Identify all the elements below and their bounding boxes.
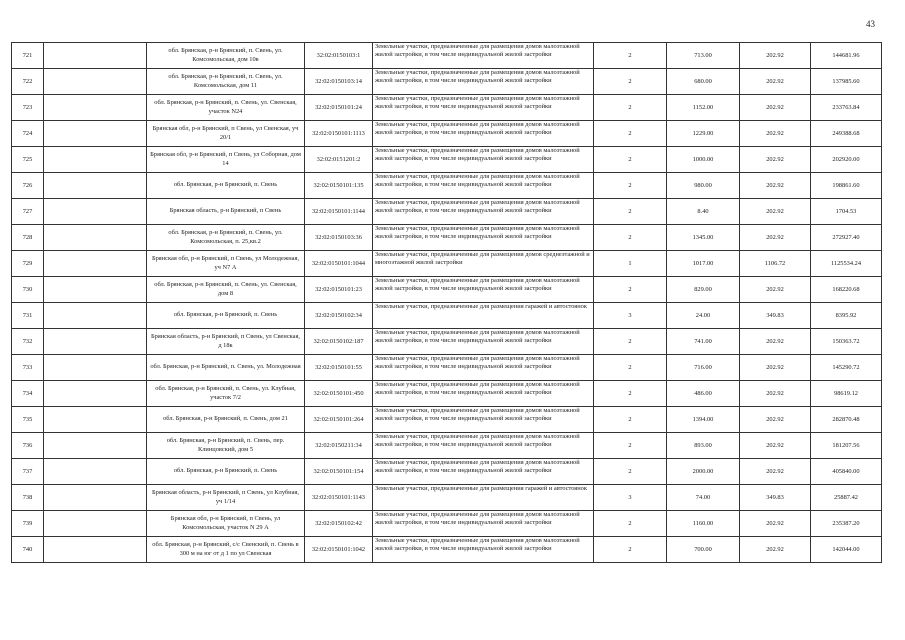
land-use-cell: Земельные участки, предназначенные для размещения домов малоэтажной жилой застройки, в том числе индивидуальной жилой застройки — [373, 381, 594, 407]
specific-value-cell: 202.92 — [740, 433, 811, 459]
address-cell: обл. Брянская, р-н Брянский, п. Свень — [147, 303, 305, 329]
page-number: 43 — [866, 19, 875, 29]
group-cell: 2 — [594, 199, 667, 225]
group-cell: 2 — [594, 147, 667, 173]
row-number-cell: 725 — [12, 147, 44, 173]
area-cell: 2000.00 — [667, 459, 740, 485]
table-row — [12, 69, 882, 95]
cadastral-value-cell: 150363.72 — [811, 329, 882, 355]
empty-cell — [44, 277, 147, 303]
group-cell: 3 — [594, 485, 667, 511]
specific-value-cell: 202.92 — [740, 381, 811, 407]
empty-cell — [44, 199, 147, 225]
cadastral-value-cell: 202920.00 — [811, 147, 882, 173]
row-number-cell: 726 — [12, 173, 44, 199]
area-cell: 24.00 — [667, 303, 740, 329]
row-number-cell: 731 — [12, 303, 44, 329]
empty-cell — [44, 433, 147, 459]
group-cell: 2 — [594, 381, 667, 407]
address-cell: обл. Брянская, р-н Брянский, с/с Свенский, п. Свень в 300 м на юг от д 1 по ул Свенская — [147, 537, 305, 563]
cadastral-number-cell: 32:02:0150102:42 — [305, 511, 373, 537]
land-use-cell: Земельные участки, предназначенные для размещения домов малоэтажной жилой застройки, в том числе индивидуальной жилой застройки — [373, 199, 594, 225]
table-row — [12, 251, 882, 277]
table-row — [12, 147, 882, 173]
land-use-cell: Земельные участки, предназначенные для размещения домов малоэтажной жилой застройки, в том числе индивидуальной жилой застройки — [373, 355, 594, 381]
row-number-cell: 722 — [12, 69, 44, 95]
table-row — [12, 511, 882, 537]
table-row — [12, 277, 882, 303]
group-cell: 2 — [594, 407, 667, 433]
cadastral-number-cell: 32:02:0150102:34 — [305, 303, 373, 329]
cadastral-value-cell: 233763.84 — [811, 95, 882, 121]
empty-cell — [44, 459, 147, 485]
row-number-cell: 736 — [12, 433, 44, 459]
address-cell: Брянская область, р-н Брянский, п Свень, ул Клубная, уч 1/14 — [147, 485, 305, 511]
table-row — [12, 43, 882, 69]
table-row — [12, 121, 882, 147]
group-cell: 2 — [594, 69, 667, 95]
cadastral-value-cell: 8395.92 — [811, 303, 882, 329]
cadastral-number-cell: 32:02:0150103:1 — [305, 43, 373, 69]
address-cell: обл. Брянская, р-н Брянский, п. Свень, ул. Свенская, дом 8 — [147, 277, 305, 303]
land-use-cell: Земельные участки, предназначенные для размещения домов малоэтажной жилой застройки, в том числе индивидуальной жилой застройки — [373, 43, 594, 69]
cadastral-value-cell: 282870.48 — [811, 407, 882, 433]
cadastral-value-cell: 137985.60 — [811, 69, 882, 95]
area-cell: 1394.00 — [667, 407, 740, 433]
empty-cell — [44, 121, 147, 147]
row-number-cell: 733 — [12, 355, 44, 381]
row-number-cell: 740 — [12, 537, 44, 563]
land-use-cell: Земельные участки, предназначенные для размещения домов малоэтажной жилой застройки, в том числе индивидуальной жилой застройки — [373, 511, 594, 537]
specific-value-cell: 202.92 — [740, 147, 811, 173]
row-number-cell: 727 — [12, 199, 44, 225]
address-cell: обл. Брянская, р-н Брянский, п. Свень — [147, 173, 305, 199]
cadastral-value-cell: 168220.68 — [811, 277, 882, 303]
cadastral-value-cell: 405840.00 — [811, 459, 882, 485]
row-number-cell: 737 — [12, 459, 44, 485]
specific-value-cell: 202.92 — [740, 225, 811, 251]
cadastral-number-cell: 32:02:0150101:154 — [305, 459, 373, 485]
group-cell: 2 — [594, 95, 667, 121]
area-cell: 1152.00 — [667, 95, 740, 121]
specific-value-cell: 202.92 — [740, 537, 811, 563]
empty-cell — [44, 485, 147, 511]
area-cell: 1345.00 — [667, 225, 740, 251]
specific-value-cell: 202.92 — [740, 329, 811, 355]
land-use-cell: Земельные участки, предназначенные для размещения домов среднеэтажной и многоэтажной жилой застройки — [373, 251, 594, 277]
land-use-cell: Земельные участки, предназначенные для размещения гаражей и автостоянок — [373, 485, 594, 511]
cadastral-value-cell: 1704.53 — [811, 199, 882, 225]
specific-value-cell: 202.92 — [740, 95, 811, 121]
specific-value-cell: 349.83 — [740, 485, 811, 511]
empty-cell — [44, 173, 147, 199]
empty-cell — [44, 225, 147, 251]
area-cell: 1017.00 — [667, 251, 740, 277]
cadastral-value-cell: 198861.60 — [811, 173, 882, 199]
empty-cell — [44, 329, 147, 355]
table-row — [12, 355, 882, 381]
area-cell: 741.00 — [667, 329, 740, 355]
area-cell: 700.00 — [667, 537, 740, 563]
cadastral-number-cell: 32:02:0150101:55 — [305, 355, 373, 381]
land-use-cell: Земельные участки, предназначенные для размещения домов малоэтажной жилой застройки, в том числе индивидуальной жилой застройки — [373, 173, 594, 199]
address-cell: обл. Брянская, р-н Брянский, п. Свень, пер. Клинцовский, дом 5 — [147, 433, 305, 459]
row-number-cell: 730 — [12, 277, 44, 303]
table-row — [12, 225, 882, 251]
cadastral-value-cell: 1125534.24 — [811, 251, 882, 277]
land-use-cell: Земельные участки, предназначенные для размещения домов малоэтажной жилой застройки, в том числе индивидуальной жилой застройки — [373, 459, 594, 485]
table-row — [12, 303, 882, 329]
empty-cell — [44, 407, 147, 433]
table-row — [12, 433, 882, 459]
area-cell: 1229.00 — [667, 121, 740, 147]
address-cell: Брянская обл, р-н Брянский, п Свень, ул Соборная, дом 14 — [147, 147, 305, 173]
area-cell: 680.00 — [667, 69, 740, 95]
specific-value-cell: 202.92 — [740, 121, 811, 147]
table-row — [12, 95, 882, 121]
row-number-cell: 721 — [12, 43, 44, 69]
land-use-cell: Земельные участки, предназначенные для размещения домов малоэтажной жилой застройки, в том числе индивидуальной жилой застройки — [373, 147, 594, 173]
cadastral-value-cell: 249388.68 — [811, 121, 882, 147]
group-cell: 2 — [594, 459, 667, 485]
area-cell: 829.00 — [667, 277, 740, 303]
group-cell: 2 — [594, 225, 667, 251]
cadastral-value-cell: 235387.20 — [811, 511, 882, 537]
group-cell: 2 — [594, 121, 667, 147]
specific-value-cell: 202.92 — [740, 277, 811, 303]
area-cell: 74.00 — [667, 485, 740, 511]
specific-value-cell: 202.92 — [740, 355, 811, 381]
cadastral-number-cell: 32:02:0150211:34 — [305, 433, 373, 459]
cadastral-value-cell: 144681.96 — [811, 43, 882, 69]
land-use-cell: Земельные участки, предназначенные для размещения домов малоэтажной жилой застройки, в том числе индивидуальной жилой застройки — [373, 69, 594, 95]
area-cell: 980.00 — [667, 173, 740, 199]
cadastral-number-cell: 32:02:0150101:450 — [305, 381, 373, 407]
land-use-cell: Земельные участки, предназначенные для размещения домов малоэтажной жилой застройки, в том числе индивидуальной жилой застройки — [373, 95, 594, 121]
empty-cell — [44, 95, 147, 121]
cadastral-number-cell: 32:02:0150103:36 — [305, 225, 373, 251]
table-row — [12, 173, 882, 199]
group-cell: 2 — [594, 329, 667, 355]
row-number-cell: 739 — [12, 511, 44, 537]
cadastral-value-table — [11, 42, 882, 563]
address-cell: обл. Брянская, р-н Брянский, п. Свень, ул. Молодежная — [147, 355, 305, 381]
cadastral-number-cell: 32:02:0150101:135 — [305, 173, 373, 199]
group-cell: 2 — [594, 433, 667, 459]
empty-cell — [44, 303, 147, 329]
specific-value-cell: 202.92 — [740, 43, 811, 69]
cadastral-number-cell: 32:02:0150101:1113 — [305, 121, 373, 147]
land-use-cell: Земельные участки, предназначенные для размещения домов малоэтажной жилой застройки, в том числе индивидуальной жилой застройки — [373, 225, 594, 251]
empty-cell — [44, 69, 147, 95]
table-row — [12, 199, 882, 225]
row-number-cell: 723 — [12, 95, 44, 121]
area-cell: 8.40 — [667, 199, 740, 225]
land-use-cell: Земельные участки, предназначенные для размещения домов малоэтажной жилой застройки, в том числе индивидуальной жилой застройки — [373, 121, 594, 147]
row-number-cell: 724 — [12, 121, 44, 147]
group-cell: 2 — [594, 355, 667, 381]
address-cell: обл. Брянская, р-н Брянский, п. Свень, ул. Комсомольская, дом 11 — [147, 69, 305, 95]
specific-value-cell: 202.92 — [740, 173, 811, 199]
address-cell: обл. Брянская, р-н Брянский, п. Свень, ул. Клубная, участок 7/2 — [147, 381, 305, 407]
cadastral-value-cell: 98619.12 — [811, 381, 882, 407]
specific-value-cell: 202.92 — [740, 69, 811, 95]
cadastral-value-cell: 142044.00 — [811, 537, 882, 563]
row-number-cell: 735 — [12, 407, 44, 433]
group-cell: 2 — [594, 537, 667, 563]
row-number-cell: 738 — [12, 485, 44, 511]
table-row — [12, 329, 882, 355]
address-cell: обл. Брянская, р-н Брянский, п. Свень, ул. Комсомольская, п. 25,кв.2 — [147, 225, 305, 251]
specific-value-cell: 202.92 — [740, 407, 811, 433]
empty-cell — [44, 381, 147, 407]
cadastral-number-cell: 32:02:0150101:24 — [305, 95, 373, 121]
area-cell: 1000.00 — [667, 147, 740, 173]
land-use-cell: Земельные участки, предназначенные для размещения домов малоэтажной жилой застройки, в том числе индивидуальной жилой застройки — [373, 329, 594, 355]
group-cell: 1 — [594, 251, 667, 277]
land-use-cell: Земельные участки, предназначенные для размещения домов малоэтажной жилой застройки, в том числе индивидуальной жилой застройки — [373, 433, 594, 459]
area-cell: 713.00 — [667, 43, 740, 69]
specific-value-cell: 202.92 — [740, 511, 811, 537]
address-cell: обл. Брянская, р-н Брянский, п. Свень, ул. Свенская, участок N24 — [147, 95, 305, 121]
empty-cell — [44, 511, 147, 537]
group-cell: 2 — [594, 277, 667, 303]
group-cell: 3 — [594, 303, 667, 329]
address-cell: Брянская область, р-н Брянский, п Свень, ул Свенская, д 18к — [147, 329, 305, 355]
land-use-cell: Земельные участки, предназначенные для размещения домов малоэтажной жилой застройки, в том числе индивидуальной жилой застройки — [373, 407, 594, 433]
cadastral-number-cell: 32:02:0150101:1042 — [305, 537, 373, 563]
empty-cell — [44, 537, 147, 563]
cadastral-value-cell: 181207.56 — [811, 433, 882, 459]
cadastral-value-cell: 145290.72 — [811, 355, 882, 381]
table-row — [12, 459, 882, 485]
address-cell: Брянская обл, р-н Брянский, п Свень, ул Комсомольская, участок N 29 А — [147, 511, 305, 537]
area-cell: 486.00 — [667, 381, 740, 407]
group-cell: 2 — [594, 173, 667, 199]
address-cell: обл. Брянская, р-н Брянский, п. Свень — [147, 459, 305, 485]
cadastral-value-cell: 25887.42 — [811, 485, 882, 511]
cadastral-number-cell: 32:02:0150101:1143 — [305, 485, 373, 511]
specific-value-cell: 1106.72 — [740, 251, 811, 277]
empty-cell — [44, 43, 147, 69]
table-row — [12, 537, 882, 563]
cadastral-number-cell: 32:02:0151201:2 — [305, 147, 373, 173]
area-cell: 893.00 — [667, 433, 740, 459]
area-cell: 716.00 — [667, 355, 740, 381]
empty-cell — [44, 147, 147, 173]
row-number-cell: 734 — [12, 381, 44, 407]
address-cell: Брянская обл, р-н Брянский, п Свень, ул Молодежная, уч N7 А — [147, 251, 305, 277]
group-cell: 2 — [594, 43, 667, 69]
cadastral-number-cell: 32:02:0150102:187 — [305, 329, 373, 355]
row-number-cell: 729 — [12, 251, 44, 277]
cadastral-number-cell: 32:02:0150101:1144 — [305, 199, 373, 225]
address-cell: Брянская область, р-н Брянский, п Свень — [147, 199, 305, 225]
cadastral-number-cell: 32:02:0150101:264 — [305, 407, 373, 433]
empty-cell — [44, 355, 147, 381]
table-row — [12, 485, 882, 511]
address-cell: обл. Брянская, р-н Брянский, п. Свень, ул. Комсомольская, дом 10в — [147, 43, 305, 69]
table-row — [12, 407, 882, 433]
row-number-cell: 728 — [12, 225, 44, 251]
table-row — [12, 381, 882, 407]
cadastral-number-cell: 32:02:0150101:23 — [305, 277, 373, 303]
cadastral-number-cell: 32:02:0150103:14 — [305, 69, 373, 95]
land-use-cell: Земельные участки, предназначенные для размещения домов малоэтажной жилой застройки, в том числе индивидуальной жилой застройки — [373, 277, 594, 303]
specific-value-cell: 202.92 — [740, 199, 811, 225]
specific-value-cell: 349.83 — [740, 303, 811, 329]
row-number-cell: 732 — [12, 329, 44, 355]
area-cell: 1160.00 — [667, 511, 740, 537]
land-use-cell: Земельные участки, предназначенные для размещения домов малоэтажной жилой застройки, в том числе индивидуальной жилой застройки — [373, 537, 594, 563]
cadastral-number-cell: 32:02:0150101:1044 — [305, 251, 373, 277]
specific-value-cell: 202.92 — [740, 459, 811, 485]
cadastral-value-cell: 272927.40 — [811, 225, 882, 251]
address-cell: обл. Брянская, р-н Брянский, п. Свень, дом 21 — [147, 407, 305, 433]
land-use-cell: Земельные участки, предназначенные для размещения гаражей и автостоянок — [373, 303, 594, 329]
empty-cell — [44, 251, 147, 277]
group-cell: 2 — [594, 511, 667, 537]
address-cell: Брянская обл, р-н Брянский, п Свень, ул Свенская, уч 20/1 — [147, 121, 305, 147]
